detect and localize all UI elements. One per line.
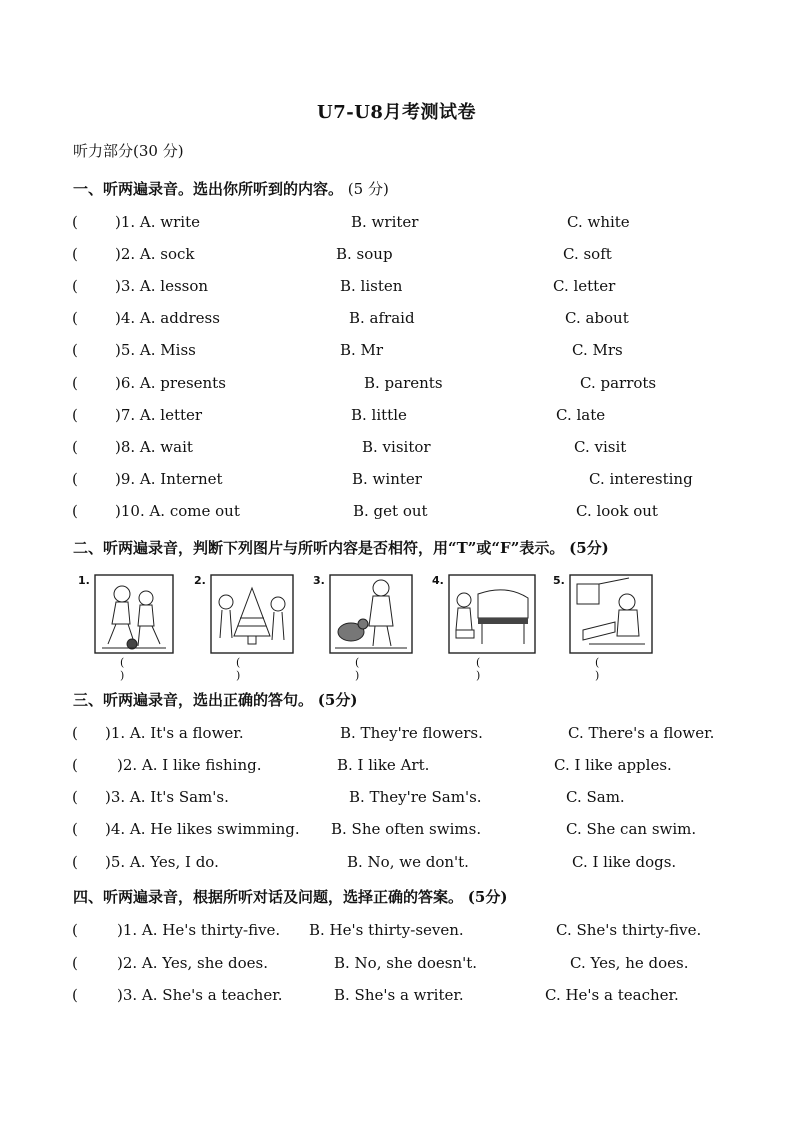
answer-paren[interactable]: (	[72, 788, 78, 806]
answer-paren[interactable]: (	[72, 438, 78, 456]
listening-part-heading: 听力部分(30 分)	[73, 142, 184, 160]
picture-4-label: 4.	[432, 574, 444, 587]
option-c: C. I like apples.	[554, 756, 672, 774]
option-c: C. She's thirty-five.	[556, 921, 702, 939]
option-c: C. visit	[574, 438, 627, 456]
section-2-heading	[73, 537, 609, 558]
section-3-heading	[73, 689, 357, 710]
option-c: C. She can swim.	[566, 820, 697, 838]
option-a: )4. A. address	[115, 309, 220, 327]
section-4-heading	[73, 886, 507, 907]
option-b: B. afraid	[349, 309, 415, 327]
section-1-title: 一、听两遍录音。选出你所听到的内容。	[73, 180, 344, 198]
answer-paren[interactable]: (	[72, 406, 78, 424]
answer-paren[interactable]: (	[72, 820, 78, 838]
christmas-tree-image	[210, 574, 294, 654]
option-b: B. writer	[351, 213, 419, 231]
option-c: C. white	[567, 213, 630, 231]
option-a: )1. A. He's thirty-five.	[117, 921, 281, 939]
answer-paren[interactable]: (	[72, 853, 78, 871]
option-a: )1. A. It's a flower.	[105, 724, 244, 742]
option-c: C. parrots	[580, 374, 657, 392]
answer-paren[interactable]: (	[72, 374, 78, 392]
option-c: C. interesting	[589, 470, 693, 488]
option-c: C. I like dogs.	[572, 853, 677, 871]
answer-paren[interactable]: (	[72, 986, 78, 1004]
option-a: )3. A. lesson	[115, 277, 209, 295]
option-a: )2. A. I like fishing.	[117, 756, 262, 774]
option-c: C. late	[556, 406, 606, 424]
option-b: B. soup	[336, 245, 393, 263]
answer-paren[interactable]: (	[72, 341, 78, 359]
option-c: C. There's a flower.	[568, 724, 715, 742]
option-c: C. letter	[553, 277, 616, 295]
answer-paren[interactable]: (	[72, 921, 78, 939]
option-c: C. soft	[563, 245, 612, 263]
section-4-title: 四、听两遍录音，根据所听对话及问题，选择正确的答案。	[73, 888, 464, 906]
picture-2-label: 2.	[194, 574, 206, 587]
option-b: B. little	[351, 406, 407, 424]
option-b: B. Mr	[340, 341, 384, 359]
answer-paren[interactable]: (	[72, 213, 78, 231]
girl-piano-image	[448, 574, 536, 654]
answer-paren[interactable]: (	[72, 954, 78, 972]
answer-paren[interactable]: (	[72, 756, 78, 774]
picture-row	[73, 572, 713, 682]
option-a: )9. A. Internet	[115, 470, 223, 488]
option-b: B. She's a writer.	[334, 986, 464, 1004]
option-a: )8. A. wait	[115, 438, 193, 456]
option-b: B. visitor	[362, 438, 431, 456]
answer-paren[interactable]: (	[72, 470, 78, 488]
page-title: U7-U8月考测试卷	[317, 102, 476, 123]
option-c: C. He's a teacher.	[545, 986, 679, 1004]
section-3-score: (5分)	[317, 691, 358, 709]
option-b: B. parents	[364, 374, 443, 392]
option-b: B. get out	[353, 502, 428, 520]
section-1-score: (5 分)	[347, 180, 389, 198]
option-b: B. listen	[340, 277, 403, 295]
section-4-score: (5分)	[467, 888, 508, 906]
option-a: )2. A. Yes, she does.	[117, 954, 268, 972]
picture-5-answer-blank[interactable]: ( )	[595, 656, 600, 682]
option-b: B. No, she doesn't.	[334, 954, 478, 972]
option-b: B. No, we don't.	[347, 853, 469, 871]
option-a: )6. A. presents	[115, 374, 226, 392]
option-c: C. Yes, he does.	[570, 954, 689, 972]
section-1-heading	[73, 178, 389, 199]
option-c: C. look out	[576, 502, 658, 520]
option-c: C. Sam.	[566, 788, 625, 806]
option-b: B. He's thirty-seven.	[309, 921, 464, 939]
picture-3-answer-blank[interactable]: ( )	[355, 656, 360, 682]
picture-5-label: 5.	[553, 574, 565, 587]
answer-paren[interactable]: (	[72, 277, 78, 295]
football-kids-image	[94, 574, 174, 654]
option-b: B. I like Art.	[337, 756, 430, 774]
answer-paren[interactable]: (	[72, 724, 78, 742]
option-a: )5. A. Yes, I do.	[105, 853, 219, 871]
answer-paren[interactable]: (	[72, 245, 78, 263]
option-a: )7. A. letter	[115, 406, 203, 424]
picture-3-label: 3.	[313, 574, 325, 587]
option-a: )4. A. He likes swimming.	[105, 820, 300, 838]
option-b: B. winter	[352, 470, 422, 488]
section-2-title: 二、听两遍录音，判断下列图片与所听内容是否相符，用“T”或“F”表示。	[73, 539, 565, 557]
option-a: )3. A. She's a teacher.	[117, 986, 283, 1004]
option-c: C. about	[565, 309, 629, 327]
answer-paren[interactable]: (	[72, 502, 78, 520]
option-b: B. She often swims.	[331, 820, 482, 838]
girl-cat-image	[329, 574, 413, 654]
option-b: B. They're flowers.	[340, 724, 483, 742]
option-b: B. They're Sam's.	[349, 788, 482, 806]
picture-1-label: 1.	[78, 574, 90, 587]
picture-4-answer-blank[interactable]: ( )	[476, 656, 481, 682]
girl-writing-image	[569, 574, 653, 654]
picture-1-answer-blank[interactable]: ( )	[120, 656, 125, 682]
answer-paren[interactable]: (	[72, 309, 78, 327]
section-3-title: 三、听两遍录音，选出正确的答句。	[73, 691, 314, 709]
option-a: )1. A. write	[115, 213, 201, 231]
section-2-score: (5分)	[569, 539, 609, 557]
option-a: )10. A. come out	[115, 502, 240, 520]
option-a: )3. A. It's Sam's.	[105, 788, 229, 806]
option-a: )5. A. Miss	[115, 341, 196, 359]
picture-2-answer-blank[interactable]: ( )	[236, 656, 241, 682]
option-c: C. Mrs	[572, 341, 623, 359]
option-a: )2. A. sock	[115, 245, 195, 263]
